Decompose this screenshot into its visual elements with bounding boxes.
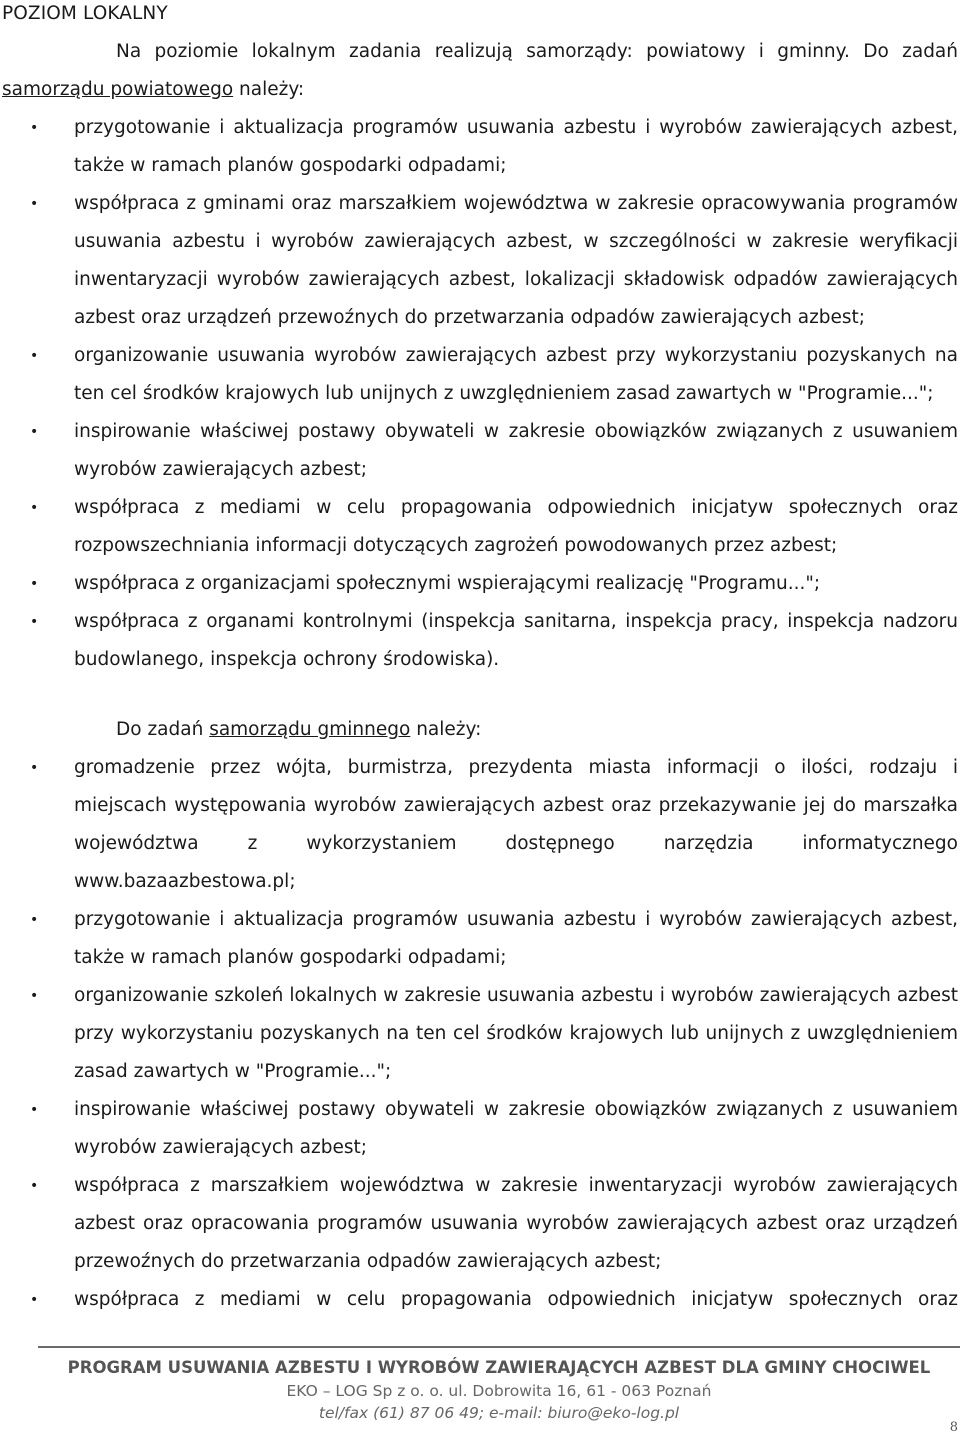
bullet-icon: • <box>30 1102 39 1118</box>
commune-tasks-list <box>0 749 958 1319</box>
bullet-icon: • <box>30 424 39 440</box>
county-intro-text-before: Na poziomie lokalnym zadania realizują samorządy: powiatowy i gminny. Do zadań <box>116 41 958 62</box>
bullet-icon: • <box>30 988 39 1004</box>
list-item-text: współpraca z mediami w celu propagowania odpowiednich inicjatyw społecznych oraz rozpowszechniania informacji dotyczących zagrożeń powodowanych przez azbest; <box>74 497 958 556</box>
list-item-text: przygotowanie i aktualizacja programów usuwania azbestu i wyrobów zawierających azbest, także w ramach planów gospodarki odpadami; <box>74 117 958 176</box>
footer-divider <box>38 1346 960 1348</box>
county-intro-paragraph <box>2 33 958 109</box>
list-item <box>0 1167 958 1281</box>
county-tasks-list <box>0 109 958 679</box>
list-item <box>0 565 958 603</box>
commune-intro-paragraph <box>2 711 958 749</box>
bullet-icon: • <box>30 120 39 136</box>
footer-contact: tel/fax (61) 87 06 49; e-mail: biuro@eko-log.pl <box>318 1404 680 1422</box>
commune-intro-text-before: Do zadań <box>116 719 210 740</box>
list-item <box>0 413 958 489</box>
bullet-icon: • <box>30 614 39 630</box>
list-item <box>0 337 958 413</box>
list-item <box>0 109 958 185</box>
list-item-text: współpraca z marszałkiem województwa w zakresie inwentaryzacji wyrobów zawierających azbest oraz opracowania programów usuwania wyrobów zawierających azbest oraz urządzeń przewoźnych do przetwarzania odpadów zawierających azbest; <box>74 1175 958 1272</box>
footer-title: PROGRAM USUWANIA AZBESTU I WYROBÓW ZAWIERAJĄCYCH AZBEST DLA GMINY CHOCIWEL <box>67 1358 931 1377</box>
list-item-text: organizowanie usuwania wyrobów zawierających azbest przy wykorzystaniu pozyskanych na ten cel środków krajowych lub unijnych z uwzględnieniem zasad zawartych w "Programie..."; <box>74 345 958 404</box>
list-item <box>0 603 958 679</box>
list-item <box>0 977 958 1091</box>
commune-intro-underlined: samorządu gminnego <box>209 719 411 740</box>
list-item-text: gromadzenie przez wójta, burmistrza, prezydenta miasta informacji o ilości, rodzaju i miejscach występowania wyrobów zawierających azbest oraz przekazywanie jej do marszałka województwa z wykorzystaniem dostępnego narzędzia informatycznego www.bazaazbestowa.pl; <box>74 757 958 892</box>
bullet-icon: • <box>30 500 39 516</box>
list-item <box>0 1281 958 1319</box>
list-item <box>0 901 958 977</box>
list-item <box>0 489 958 565</box>
list-item-text: współpraca z organizacjami społecznymi wspierającymi realizację "Programu..."; <box>74 573 821 594</box>
list-item-text: współpraca z organami kontrolnymi (inspekcja sanitarna, inspekcja pracy, inspekcja nadzoru budowlanego, inspekcja ochrony środowiska). <box>74 611 958 670</box>
list-item-text: inspirowanie właściwej postawy obywateli w zakresie obowiązków związanych z usuwaniem wyrobów zawierających azbest; <box>74 1099 958 1158</box>
bullet-icon: • <box>30 912 39 928</box>
bullet-icon: • <box>30 1292 39 1308</box>
list-item-text: współpraca z gminami oraz marszałkiem województwa w zakresie opracowywania programów usuwania azbestu i wyrobów zawierających azbest, w szczególności w zakresie weryfikacji inwentaryzacji wyrobów zawierających azbest, lokalizacji składowisk odpadów zawierających azbest oraz urządzeń przewoźnych do przetwarzania odpadów zawierających azbest; <box>74 193 958 328</box>
list-item <box>0 185 958 337</box>
bullet-icon: • <box>30 1178 39 1194</box>
list-item <box>0 749 958 901</box>
list-item <box>0 1091 958 1167</box>
county-intro-text-after: należy: <box>233 79 305 100</box>
county-intro-underlined: samorządu powiatowego <box>2 79 234 100</box>
list-item-text: inspirowanie właściwej postawy obywateli w zakresie obowiązków związanych z usuwaniem wyrobów zawierających azbest; <box>74 421 958 480</box>
commune-intro-text-after: należy: <box>410 719 482 740</box>
bullet-icon: • <box>30 196 39 212</box>
bullet-icon: • <box>30 348 39 364</box>
bullet-icon: • <box>30 760 39 776</box>
section-heading: POZIOM LOKALNY <box>2 3 168 24</box>
footer-address: EKO – LOG Sp z o. o. ul. Dobrowita 16, 61 - 063 Poznań <box>286 1382 712 1400</box>
list-item-text: przygotowanie i aktualizacja programów usuwania azbestu i wyrobów zawierających azbest, także w ramach planów gospodarki odpadami; <box>74 909 958 968</box>
list-item-text: współpraca z mediami w celu propagowania odpowiednich inicjatyw społecznych oraz <box>74 1289 958 1310</box>
bullet-icon: • <box>30 576 39 592</box>
page-number: 8 <box>949 1420 958 1435</box>
list-item-text: organizowanie szkoleń lokalnych w zakresie usuwania azbestu i wyrobów zawierających azbest przy wykorzystaniu pozyskanych na ten cel środków krajowych lub unijnych z uwzględnieniem zasad zawartych w "Programie..."; <box>74 985 958 1082</box>
